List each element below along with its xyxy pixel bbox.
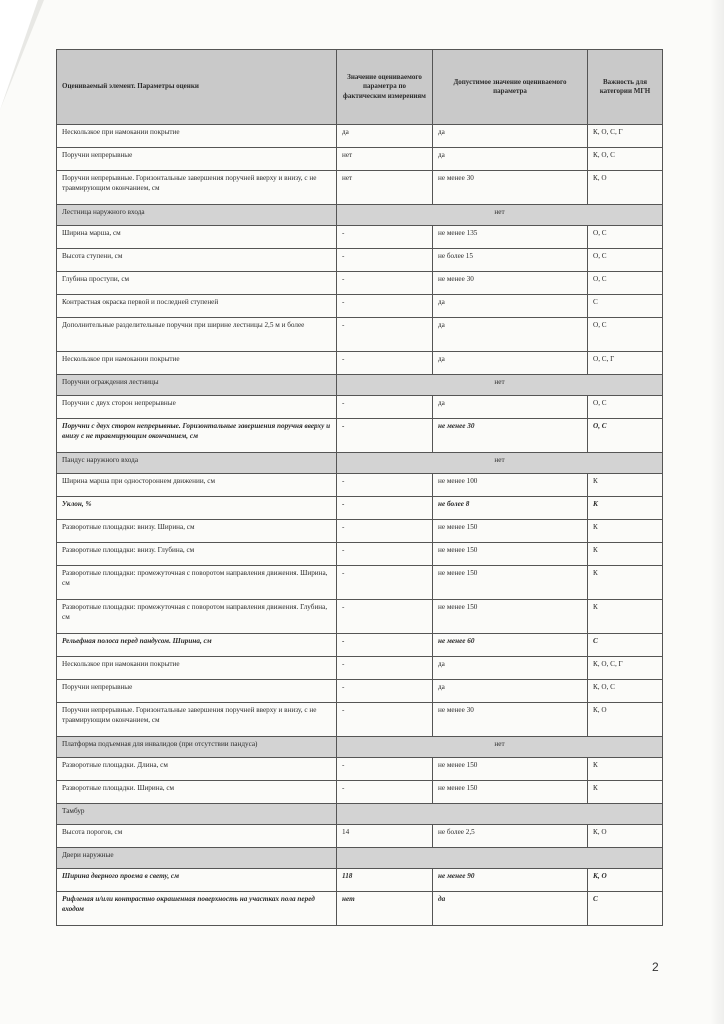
cell-allowed: не менее 150 xyxy=(433,600,588,634)
cell-actual: - xyxy=(337,249,433,272)
cell-element: Разворотные площадки: промежуточная с поворотом направления движения. Глубина, см xyxy=(57,600,337,634)
cell-importance: С xyxy=(588,634,663,657)
cell-allowed: не менее 60 xyxy=(433,634,588,657)
cell-element: Рифленая и/или контрастно окрашенная поверхность на участках пола перед входом xyxy=(57,892,337,926)
cell-element: Поручни непрерывные xyxy=(57,680,337,703)
cell-element: Поручни непрерывные. Горизонтальные завершения поручней вверху и внизу, с не травмирующим окончанием, см xyxy=(57,171,337,205)
cell-allowed: да xyxy=(433,657,588,680)
cell-importance: К, О xyxy=(588,869,663,892)
section-title: Двери наружные xyxy=(57,848,337,869)
table-header-row xyxy=(57,50,663,125)
cell-importance: О, С xyxy=(588,419,663,453)
cell-allowed: не менее 90 xyxy=(433,869,588,892)
table-row xyxy=(57,892,663,926)
cell-importance: О, С xyxy=(588,272,663,295)
table-row xyxy=(57,171,663,205)
cell-allowed: не более 2,5 xyxy=(433,825,588,848)
cell-element: Глубина проступи, см xyxy=(57,272,337,295)
page-fold xyxy=(0,0,38,110)
table-row xyxy=(57,226,663,249)
table-row xyxy=(57,869,663,892)
cell-allowed: да xyxy=(433,352,588,375)
table-row xyxy=(57,543,663,566)
cell-element: Уклон, % xyxy=(57,497,337,520)
cell-element: Высота порогов, см xyxy=(57,825,337,848)
cell-importance: О, С xyxy=(588,318,663,352)
page-number: 2 xyxy=(652,960,659,974)
cell-actual: - xyxy=(337,226,433,249)
cell-actual: - xyxy=(337,295,433,318)
table-row xyxy=(57,148,663,171)
cell-actual: - xyxy=(337,600,433,634)
section-value: нет xyxy=(337,737,663,758)
cell-importance: О, С xyxy=(588,396,663,419)
cell-element: Поручни с двух сторон непрерывные xyxy=(57,396,337,419)
cell-importance: К, О xyxy=(588,171,663,205)
header-element: Оцениваемый элемент. Параметры оценки xyxy=(57,50,337,125)
cell-actual: нет xyxy=(337,148,433,171)
cell-importance: К xyxy=(588,600,663,634)
header-allowed: Допустимое значение оцениваемого параметра xyxy=(433,50,588,125)
table-row xyxy=(57,703,663,737)
section-title: Тамбур xyxy=(57,804,337,825)
cell-actual: - xyxy=(337,543,433,566)
cell-actual: - xyxy=(337,474,433,497)
cell-actual: - xyxy=(337,703,433,737)
cell-importance: О, С xyxy=(588,249,663,272)
cell-allowed: не менее 30 xyxy=(433,171,588,205)
table-row xyxy=(57,758,663,781)
cell-importance: К xyxy=(588,497,663,520)
cell-allowed: не менее 150 xyxy=(433,543,588,566)
cell-actual: - xyxy=(337,781,433,804)
cell-actual: 118 xyxy=(337,869,433,892)
cell-actual: - xyxy=(337,396,433,419)
cell-element: Ширина марша при одностороннем движении, см xyxy=(57,474,337,497)
cell-element: Разворотные площадки. Длина, см xyxy=(57,758,337,781)
cell-actual: - xyxy=(337,419,433,453)
cell-importance: К xyxy=(588,781,663,804)
cell-importance: К xyxy=(588,566,663,600)
cell-element: Ширина марша, см xyxy=(57,226,337,249)
cell-importance: К xyxy=(588,543,663,566)
section-row xyxy=(57,205,663,226)
section-row xyxy=(57,375,663,396)
cell-allowed: не менее 100 xyxy=(433,474,588,497)
cell-element: Контрастная окраска первой и последней ступеней xyxy=(57,295,337,318)
cell-allowed: да xyxy=(433,125,588,148)
cell-actual: нет xyxy=(337,892,433,926)
cell-allowed: не более 8 xyxy=(433,497,588,520)
cell-importance: С xyxy=(588,295,663,318)
cell-actual: - xyxy=(337,352,433,375)
cell-element: Поручни непрерывные. Горизонтальные завершения поручней вверху и внизу, с не травмирующим окончанием, см xyxy=(57,703,337,737)
cell-importance: К, О xyxy=(588,825,663,848)
assessment-table xyxy=(56,49,663,926)
cell-element: Разворотные площадки: внизу. Глубина, см xyxy=(57,543,337,566)
table-body xyxy=(57,125,663,926)
table-row xyxy=(57,318,663,352)
page-edge-shadow xyxy=(710,0,724,1024)
cell-actual: - xyxy=(337,566,433,600)
cell-allowed: не менее 30 xyxy=(433,703,588,737)
cell-allowed: не менее 135 xyxy=(433,226,588,249)
cell-allowed: не менее 150 xyxy=(433,520,588,543)
cell-importance: К, О, С xyxy=(588,680,663,703)
table-row xyxy=(57,825,663,848)
cell-allowed: не менее 150 xyxy=(433,781,588,804)
cell-element: Нескользкое при намокании покрытие xyxy=(57,125,337,148)
table-row xyxy=(57,634,663,657)
table-row xyxy=(57,600,663,634)
table-row xyxy=(57,419,663,453)
cell-actual: - xyxy=(337,657,433,680)
cell-importance: К xyxy=(588,758,663,781)
cell-actual: - xyxy=(337,634,433,657)
table-row xyxy=(57,249,663,272)
section-title: Пандус наружного входа xyxy=(57,453,337,474)
section-value: нет xyxy=(337,205,663,226)
section-row xyxy=(57,804,663,825)
cell-allowed: не менее 30 xyxy=(433,419,588,453)
cell-allowed: да xyxy=(433,680,588,703)
section-value xyxy=(337,848,663,869)
cell-element: Нескользкое при намокании покрытие xyxy=(57,352,337,375)
table-row xyxy=(57,781,663,804)
cell-importance: О, С, Г xyxy=(588,352,663,375)
section-value xyxy=(337,804,663,825)
cell-allowed: не менее 150 xyxy=(433,758,588,781)
table-row xyxy=(57,657,663,680)
cell-allowed: не менее 150 xyxy=(433,566,588,600)
cell-element: Рельефная полоса перед пандусом. Ширина, см xyxy=(57,634,337,657)
cell-actual: нет xyxy=(337,171,433,205)
header-actual: Значение оцениваемого параметра по фактическим измерениям xyxy=(337,50,433,125)
cell-allowed: да xyxy=(433,396,588,419)
table-row xyxy=(57,680,663,703)
section-value: нет xyxy=(337,375,663,396)
cell-actual: - xyxy=(337,318,433,352)
cell-importance: О, С xyxy=(588,226,663,249)
header-importance: Важность для категории МГН xyxy=(588,50,663,125)
cell-actual: - xyxy=(337,680,433,703)
cell-element: Ширина дверного проема в свету, см xyxy=(57,869,337,892)
section-title: Платформа подъемная для инвалидов (при отсутствии пандуса) xyxy=(57,737,337,758)
cell-importance: К xyxy=(588,474,663,497)
cell-importance: К, О, С, Г xyxy=(588,125,663,148)
table-row xyxy=(57,566,663,600)
cell-importance: К, О, С, Г xyxy=(588,657,663,680)
cell-allowed: да xyxy=(433,295,588,318)
table-row xyxy=(57,520,663,543)
section-row xyxy=(57,737,663,758)
cell-actual: - xyxy=(337,497,433,520)
table-row xyxy=(57,125,663,148)
cell-element: Высота ступени, см xyxy=(57,249,337,272)
cell-actual: - xyxy=(337,758,433,781)
cell-actual: - xyxy=(337,520,433,543)
cell-actual: да xyxy=(337,125,433,148)
cell-importance: К, О, С xyxy=(588,148,663,171)
section-row xyxy=(57,453,663,474)
table-row xyxy=(57,295,663,318)
cell-element: Разворотные площадки. Ширина, см xyxy=(57,781,337,804)
table-row xyxy=(57,497,663,520)
section-value: нет xyxy=(337,453,663,474)
cell-allowed: да xyxy=(433,148,588,171)
cell-element: Дополнительные разделительные поручни при ширине лестницы 2,5 м и более xyxy=(57,318,337,352)
table-row xyxy=(57,474,663,497)
table-row xyxy=(57,352,663,375)
section-title: Лестница наружного входа xyxy=(57,205,337,226)
cell-element: Нескользкое при намокании покрытие xyxy=(57,657,337,680)
cell-allowed: не менее 30 xyxy=(433,272,588,295)
cell-allowed: да xyxy=(433,318,588,352)
cell-importance: К xyxy=(588,520,663,543)
cell-element: Разворотные площадки: промежуточная с поворотом направления движения. Ширина, см xyxy=(57,566,337,600)
cell-element: Разворотные площадки: внизу. Ширина, см xyxy=(57,520,337,543)
section-title: Поручни ограждения лестницы xyxy=(57,375,337,396)
table-row xyxy=(57,272,663,295)
cell-allowed: да xyxy=(433,892,588,926)
table-row xyxy=(57,396,663,419)
cell-allowed: не более 15 xyxy=(433,249,588,272)
cell-element: Поручни с двух сторон непрерывные. Горизонтальные завершения поручня вверху и внизу с не травмирующим окончанием, см xyxy=(57,419,337,453)
cell-importance: К, О xyxy=(588,703,663,737)
cell-actual: - xyxy=(337,272,433,295)
cell-actual: 14 xyxy=(337,825,433,848)
cell-importance: С xyxy=(588,892,663,926)
section-row xyxy=(57,848,663,869)
cell-element: Поручни непрерывные xyxy=(57,148,337,171)
